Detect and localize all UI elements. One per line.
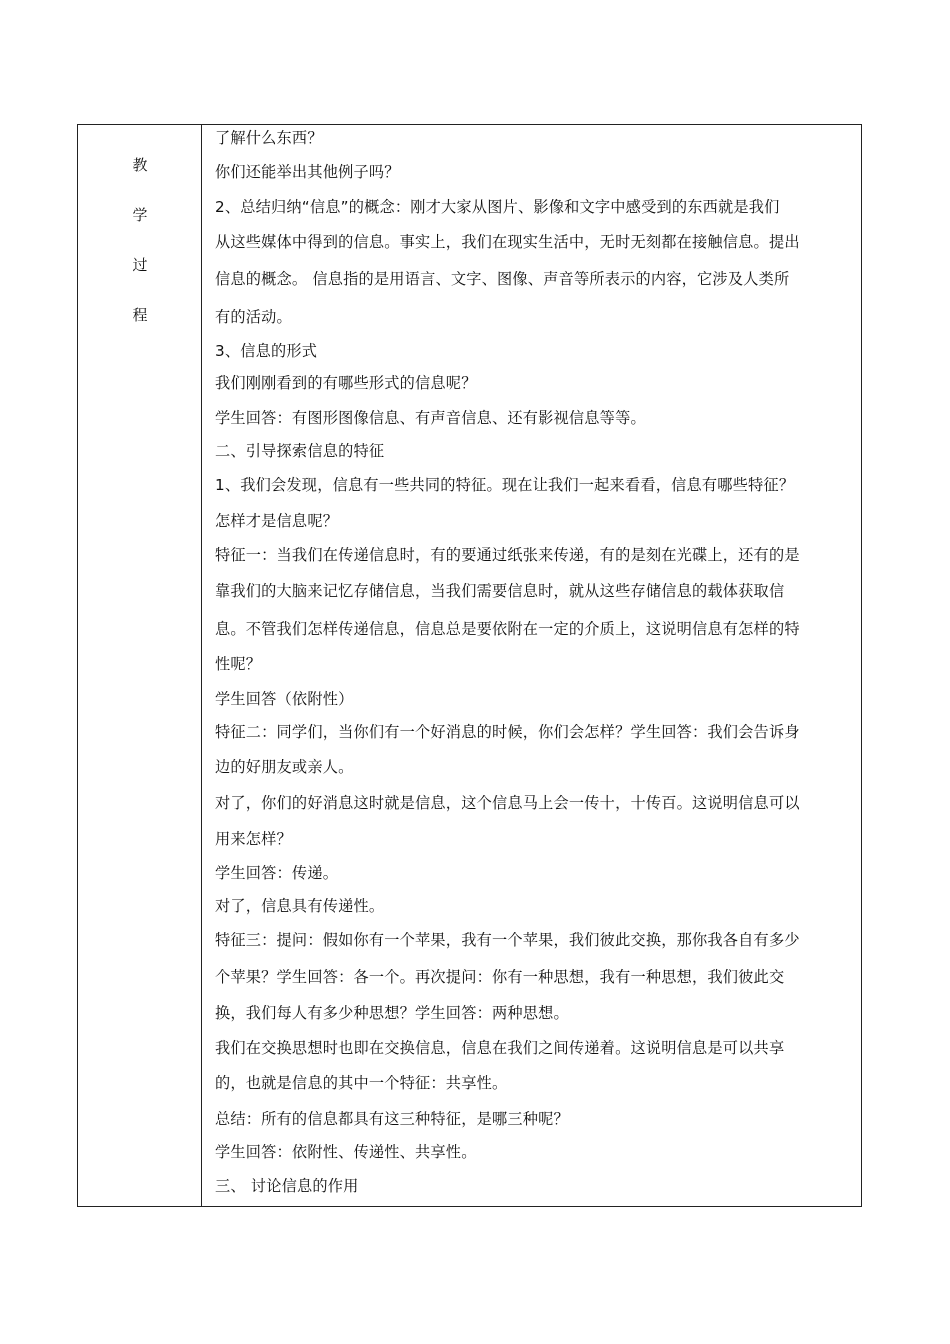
section-label-char: 学 [132, 206, 148, 224]
content-line: 换，我们每人有多少种思想？学生回答：两种思想。 [215, 1004, 569, 1022]
content-line: 对了，信息具有传递性。 [215, 897, 385, 915]
content-line: 3、信息的形式 [215, 342, 318, 360]
content-line: 我们在交换思想时也即在交换信息，信息在我们之间传递着。这说明信息是可以共享 [215, 1039, 785, 1057]
content-line: 特征二：同学们，当你们有一个好消息的时候，你们会怎样？学生回答：我们会告诉身 [215, 723, 800, 741]
content-line: 性呢？ [215, 655, 262, 673]
content-line: 息。不管我们怎样传递信息，信息总是要依附在一定的介质上，这说明信息有怎样的特 [215, 620, 800, 638]
content-line: 我们刚刚看到的有哪些形式的信息呢？ [215, 374, 477, 392]
content-line: 1、我们会发现，信息有一些共同的特征。现在让我们一起来看看，信息有哪些特征？ [215, 476, 795, 494]
content-line: 学生回答：有图形图像信息、有声音信息、还有影视信息等等。 [215, 409, 646, 427]
content-line: 用来怎样？ [215, 830, 292, 848]
content-line: 靠我们的大脑来记忆存储信息，当我们需要信息时，就从这些存储信息的载体获取信 [215, 582, 785, 600]
content-line: 特征一：当我们在传递信息时，有的要通过纸张来传递，有的是刻在光碟上，还有的是 [215, 546, 800, 564]
content-line: 边的好朋友或亲人。 [215, 758, 354, 776]
lesson-plan-table [77, 124, 862, 1207]
content-line: 学生回答：依附性、传递性、共享性。 [215, 1143, 477, 1161]
content-line: 学生回答（依附性） [215, 690, 354, 708]
content-line: 从这些媒体中得到的信息。事实上，我们在现实生活中，无时无刻都在接触信息。提出 [215, 233, 800, 251]
content-line: 有的活动。 [215, 308, 292, 326]
section-label-char: 教 [132, 156, 148, 174]
content-line: 了解什么东西？ [215, 129, 323, 147]
section-label-char: 过 [132, 256, 148, 274]
content-line: 怎样才是信息呢？ [215, 512, 339, 530]
content-line: 你们还能举出其他例子吗？ [215, 163, 400, 181]
content-line: 2、总结归纳“信息”的概念：刚才大家从图片、影像和文字中感受到的东西就是我们 [215, 198, 780, 216]
content-line: 三、 讨论信息的作用 [215, 1177, 359, 1195]
section-label-column [78, 125, 202, 1206]
content-line: 学生回答：传递。 [215, 864, 339, 882]
content-line: 对了，你们的好消息这时就是信息，这个信息马上会一传十，十传百。这说明信息可以 [215, 794, 800, 812]
content-line: 特征三：提问：假如你有一个苹果，我有一个苹果，我们彼此交换，那你我各自有多少 [215, 931, 800, 949]
content-line: 个苹果？学生回答：各一个。再次提问：你有一种思想，我有一种思想，我们彼此交 [215, 968, 785, 986]
content-line: 信息的概念。 信息指的是用语言、文字、图像、声音等所表示的内容，它涉及人类所 [215, 270, 790, 288]
content-line: 的，也就是信息的其中一个特征：共享性。 [215, 1074, 508, 1092]
content-line: 总结：所有的信息都具有这三种特征，是哪三种呢？ [215, 1110, 569, 1128]
section-label-char: 程 [132, 306, 148, 324]
content-line: 二、引导探索信息的特征 [215, 442, 385, 460]
